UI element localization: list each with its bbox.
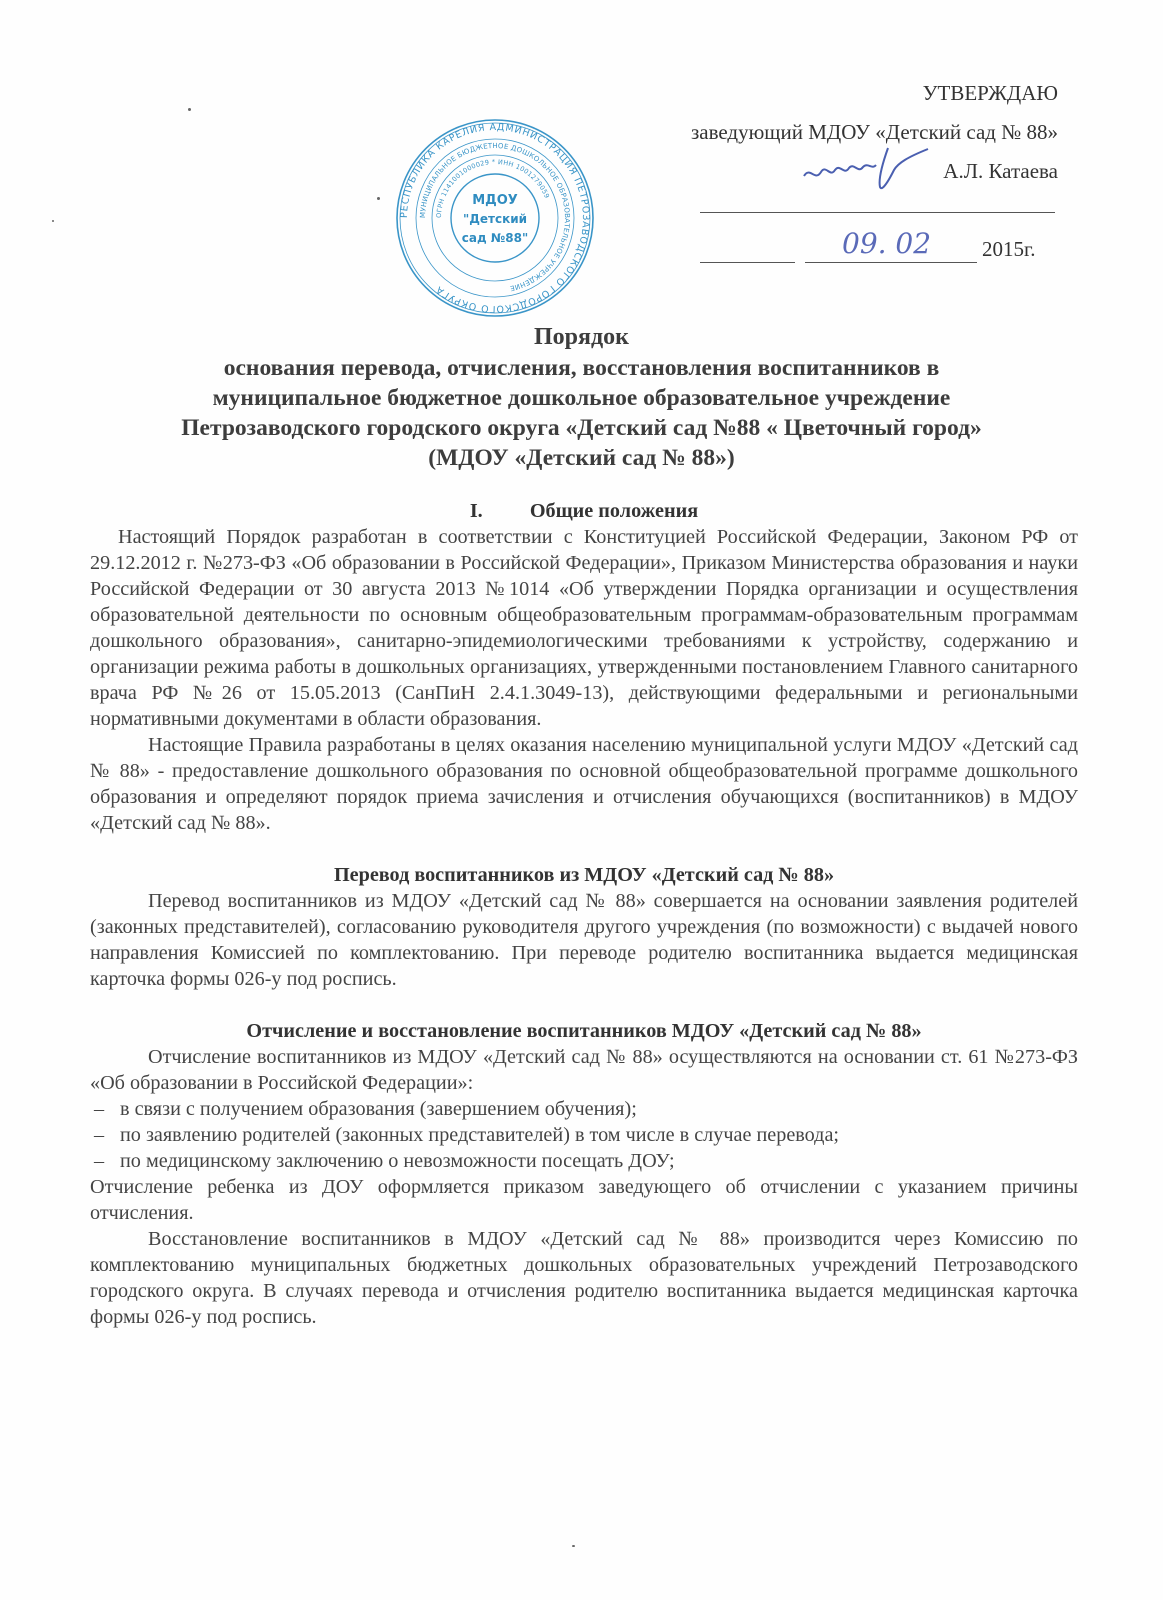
title-line: основания перевода, отчисления, восстановления воспитанников в — [223, 355, 940, 381]
paragraph: Настоящий Порядок разработан в соответствии с Конституцией Российской Федерации, Законом РФ от 29.12.2012 г. №273-ФЗ «Об образовании в Российской Федерации», Приказом Министерства образования и науки Российской Федерации от 30 августа 2013 №1014 «Об утверждении Порядка организации и осуществления образовательной деятельности по основным общеобразовательным программам-образовательным программам дошкольного образования», санитарно-эпидемиологическими требованиями к устройству, содержанию и организации режима работы в дошкольных организациях, утвержденными постановлением Главного санитарного врача РФ №26 от 15.05.2013 (СанПиН 2.4.1.3049-13), действующими федеральными и региональными нормативными документами в области образования. — [90, 526, 1078, 730]
list-item-text: по заявлению родителей (законных представителей) в том числе в случае перевода; — [120, 1124, 840, 1146]
signature-line — [700, 212, 1055, 213]
scan-speck — [572, 1545, 575, 1547]
list-item — [90, 1096, 1078, 1122]
section-heading-expulsion: Отчисление и восстановление воспитанников МДОУ «Детский сад № 88» — [246, 1020, 922, 1042]
scan-speck — [377, 197, 380, 200]
date-line-day — [700, 262, 795, 263]
dash-marker: – — [94, 1098, 105, 1120]
stamp-center-line-1: МДОУ — [472, 193, 518, 208]
official-stamp — [395, 118, 595, 318]
title-main: Порядок — [534, 324, 629, 350]
title-line: муниципальное бюджетное дошкольное образовательное учреждение — [212, 385, 951, 411]
title-line: Петрозаводского городского округа «Детский сад №88 « Цветочный город» — [181, 415, 982, 441]
section-title: Общие положения — [529, 500, 699, 522]
stamp-ids-text: ОГРН 1141001000029 * ИНН 1001279059 — [434, 157, 552, 219]
stamp-center-line-2: "Детский — [462, 212, 528, 226]
stamp-inner-ring-text: МУНИЦИПАЛЬНОЕ БЮДЖЕТНОЕ ДОШКОЛЬНОЕ ОБРАЗОВАТЕЛЬНОЕ УЧРЕЖДЕНИЕ — [418, 141, 572, 293]
document-title — [60, 322, 1103, 473]
scan-speck — [188, 108, 191, 111]
list-item — [90, 1148, 1078, 1174]
approval-year: 2015г. — [982, 237, 1036, 261]
list-item-text: в связи с получением образования (завершением обучения); — [120, 1098, 637, 1120]
paragraph: Настоящие Правила разработаны в целях оказания населению муниципальной услуги МДОУ «Детский сад № 88» - предоставление дошкольного образования по основной общеобразовательной программе дошкольного образования и определяют порядок приема зачисления и отчисления обучающихся (воспитанников) в МДОУ «Детский сад № 88». — [90, 734, 1078, 834]
list-item-text: по медицинскому заключению о невозможности посещать ДОУ; — [120, 1150, 675, 1172]
dash-marker: – — [94, 1150, 105, 1172]
paragraph: Отчисление ребенка из ДОУ оформляется приказом заведующего об отчислении с указанием причины отчисления. — [90, 1176, 1078, 1224]
document-body — [90, 498, 1078, 1330]
handwritten-signature — [800, 140, 930, 196]
section-heading-transfer: Перевод воспитанников из МДОУ «Детский сад № 88» — [333, 864, 835, 886]
dash-marker: – — [94, 1124, 105, 1146]
paragraph: Восстановление воспитанников в МДОУ «Детский сад № 88» производится через Комиссию по комплектованию муниципальных бюджетных дошкольных образовательных учреждений Петрозаводского городского округа. В случаях перевода и отчисления родителю воспитанника выдается медицинская карточка формы 026-у под роспись. — [90, 1228, 1078, 1328]
paragraph: Отчисление воспитанников из МДОУ «Детский сад № 88» осуществляются на основании ст. 61 №273-ФЗ «Об образовании в Российской Федерации»: — [90, 1046, 1078, 1094]
approval-position: заведующий МДОУ «Детский сад № 88» — [690, 120, 1058, 144]
date-line-month — [805, 262, 977, 263]
section-number: I. — [469, 500, 483, 522]
approval-signatory: А.Л. Катаева — [943, 159, 1058, 183]
stamp-ring-text: РЕСПУБЛИКА КАРЕЛИЯ АДМИНИСТРАЦИЯ ПЕТРОЗАВОДСКОГО ГОРОДСКОГО ОКРУГА — [398, 121, 592, 315]
list-item — [90, 1122, 1078, 1148]
scan-speck — [52, 220, 54, 222]
section-heading-general — [90, 498, 1078, 524]
approval-heading: УТВЕРЖДАЮ — [922, 81, 1058, 105]
grounds-list — [90, 1096, 1078, 1174]
title-line: (МДОУ «Детский сад № 88») — [428, 445, 735, 471]
handwritten-date: 09. 02 — [842, 227, 932, 260]
paragraph: Перевод воспитанников из МДОУ «Детский сад № 88» совершается на основании заявления родителей (законных представителей), согласованию руководителя другого учреждения (по возможности) с выдачей нового направления Комиссией по комплектованию. При переводе родителю воспитанника выдается медицинская карточка формы 026-у под роспись. — [90, 890, 1078, 990]
stamp-center-line-3: сад №88" — [461, 231, 529, 245]
